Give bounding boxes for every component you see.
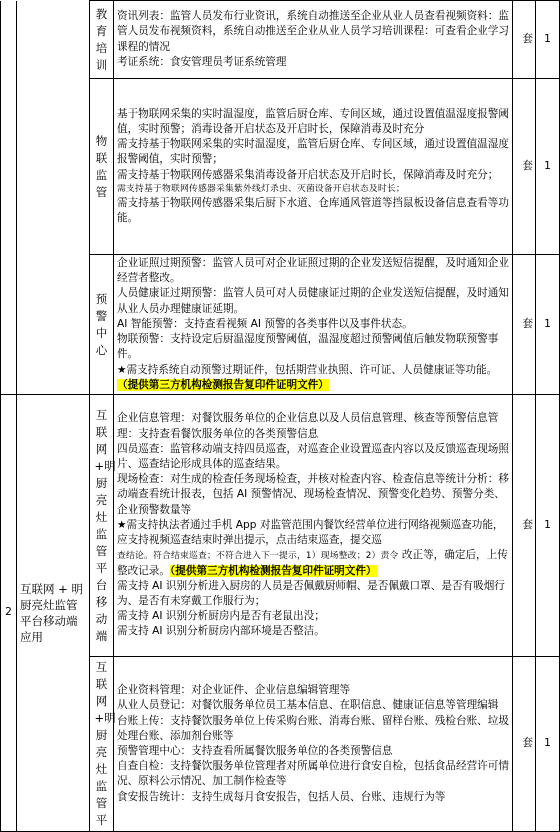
content-line: 企业证照过期预警：监管人员可对企业证照过期的企业发送短信提醒，及时通知企业经营者整改。 bbox=[117, 257, 509, 285]
content-line: 改正等，确定后，上传整改记录。 bbox=[117, 549, 508, 577]
content-line: 企业信息管理：对餐饮服务单位的企业信息以及人员信息管理、核查等预警信息管理：支持查看餐饮服务单位的各类预警信息 bbox=[117, 412, 499, 440]
quantity-cell: 1 bbox=[536, 395, 560, 657]
content-line: 需支持基于物联网采集的实时温湿度，监管后厨仓库、专间区域，通过设置值温湿度报警阈值，实时预警； bbox=[117, 138, 509, 166]
content-cell bbox=[114, 1, 513, 79]
content-line-small: 查结论。符合结束巡查；不符合进入下一提示，1）现场整改；2）责令 bbox=[117, 551, 399, 562]
content-line: 基于物联网采集的实时温湿度，监管后厨仓库、专间区域，通过设置值温湿度报警阈值，实时预警；消毒设备开启状态及开启时长，保障消毒及时充分 bbox=[117, 107, 509, 135]
content-line: 考证系统：食安管理员考证系统管理 bbox=[117, 55, 287, 68]
content-line: 需支持基于物联网传感器采集后厨下水道、仓库通风管道等挡鼠板设备信息查看等功能。 bbox=[117, 196, 509, 224]
module-name-cell bbox=[90, 657, 114, 832]
content-line: 物联预警：支持设定后厨温湿度预警阈值，温湿度超过预警阈值后触发物联预警事件。 bbox=[117, 333, 499, 361]
quantity-cell: 1 bbox=[536, 255, 560, 395]
module-name: 互联网+明厨亮灶监管平 bbox=[94, 660, 116, 827]
content-line: 人员健康证过期预警：监管人员可对人员健康证过期的企业发送短信提醒，及时通知从业人员办理健康证延期。 bbox=[117, 287, 509, 315]
system-name-cell: 互联网 + 明厨亮灶监管平台移动端应用 bbox=[17, 395, 90, 832]
module-name: 物联监管 bbox=[95, 133, 108, 199]
unit-cell: 套 bbox=[513, 79, 536, 255]
row-number-cell: 2 bbox=[1, 395, 17, 832]
content-cell bbox=[114, 657, 513, 832]
unit-cell: 套 bbox=[513, 657, 536, 832]
unit-cell: 套 bbox=[513, 395, 536, 657]
table-row bbox=[1, 395, 560, 657]
highlight-note: （提供第三方机构检测报告复印件证明文件） bbox=[169, 564, 377, 577]
module-name: 教育培训 bbox=[95, 6, 108, 72]
content-line: 企业资料管理：对企业证件、企业信息编辑管理等 bbox=[117, 684, 351, 697]
module-name-cell bbox=[90, 255, 114, 395]
content-line: ★需支持执法者通过手机 App 对监管范围内餐饮经营单位进行网络视频巡查功能，应支持视频巡查结束时弹出提示，点击结束巡查，提交巡 bbox=[117, 518, 504, 547]
content-line: 需支持基于物联网传感器采集消毒设备开启状态及开启时长，保障消毒及时充分； bbox=[117, 168, 499, 181]
module-name-cell bbox=[90, 79, 114, 255]
quantity-cell: 1 bbox=[536, 79, 560, 255]
quantity-cell: 1 bbox=[536, 657, 560, 832]
quantity-cell: 1 bbox=[536, 1, 560, 79]
content-line: 需支持 AI 识别分析进入厨房的人员是否佩戴厨师帽、是否佩戴口罩、是否有吸烟行为、是否有未穿戴工作服行为； bbox=[117, 579, 505, 607]
content-line: 台账上传：支持餐饮服务单位上传采购台账、消毒台账、留样台账、残检台账、垃圾处理台账、添加剂台账等 bbox=[117, 714, 509, 742]
module-name-cell bbox=[90, 395, 114, 657]
content-cell bbox=[114, 255, 513, 395]
content-line: 食安报告统计：支持生成每月食安报告，包括人员、台账、违规行为等 bbox=[117, 790, 446, 803]
unit-cell: 套 bbox=[513, 1, 536, 79]
content-cell bbox=[114, 79, 513, 255]
content-line: 需支持 AI 识别分析厨房内是否有老鼠出没； bbox=[117, 610, 325, 623]
content-line: AI 智能预警：支持查看视频 AI 预警的各类事件以及事件状态。 bbox=[117, 317, 413, 330]
content-line: ★需支持系统自动预警过期证件，包括期营业执照、许可证、人员健康证等功能。 bbox=[117, 363, 498, 376]
content-line: 四员巡查：监管移动端支持四员巡查，对巡查企业设置巡查内容以及反馈巡查现场照片、巡查结论形成具体的巡查结果。 bbox=[117, 442, 509, 471]
content-line: 预警管理中心：支持查看所属餐饮服务单位的各类预警信息 bbox=[117, 745, 393, 757]
content-line: 现场检查：对生成的检查任务现场检查，并核对检查内容、检查信息等统计分析：移动端查看统计报表，包括 AI 预警情况、现场检查情况、预警变化趋势、预警分类、企业预警数量等 bbox=[117, 473, 509, 516]
content-line-small: 需支持基于物联网传感器采集紫外线灯杀虫、灭菌设备开启状态及时长； bbox=[117, 183, 405, 194]
table-row bbox=[1, 1, 560, 79]
module-name: 预警中心 bbox=[95, 291, 108, 357]
row-number-cell bbox=[1, 1, 17, 395]
module-name: 互联网+明厨亮灶监管平台移动端 bbox=[94, 407, 116, 643]
unit-cell: 套 bbox=[513, 255, 536, 395]
content-line: 资讯列表：监管人员发布行业资讯，系统自动推送至企业从业人员查看视频资料：监管人员发布视频资料，系统自动推送至企业从业人员学习培训课程：可查看企业学习课程的情况 bbox=[117, 10, 509, 53]
module-name-cell bbox=[90, 1, 114, 79]
highlight-note: （提供第三方机构检测报告复印件证明文件） bbox=[117, 378, 329, 391]
content-line: 从业人员登记：对餐饮服务单位员工基本信息、在职信息、健康证信息等管理编辑 bbox=[117, 699, 499, 712]
system-name-cell bbox=[17, 1, 90, 395]
content-line: 自查自检：支持餐饮服务单位管理者对所属单位进行食安自检，包括食品经营许可情况、原料公示情况、加工制作检查等 bbox=[117, 760, 509, 788]
content-cell bbox=[114, 395, 513, 657]
content-line: 需支持 AI 识别分析厨房内部环境是否整洁。 bbox=[117, 625, 325, 638]
